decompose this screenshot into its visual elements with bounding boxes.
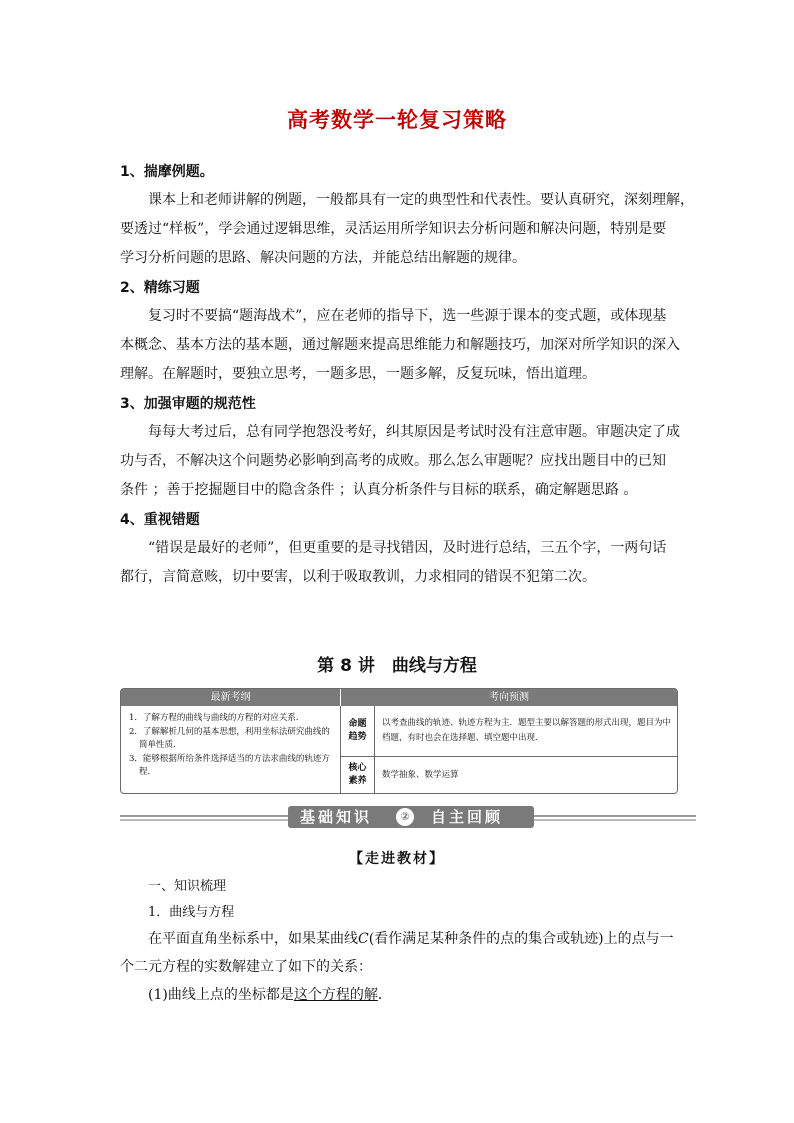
- outline-item: 2．了解解析几何的基本思想，利用坐标法研究曲线的简单性质．: [129, 727, 330, 750]
- lecture-title: 第 8 讲 曲线与方程: [317, 656, 477, 676]
- section-paragraph: [120, 418, 678, 505]
- outline-list: [121, 706, 341, 793]
- row-label-line: 核心: [348, 763, 367, 773]
- text-span: ．: [377, 987, 392, 1003]
- section-heading: 1、揣摩例题。: [120, 164, 214, 180]
- row-text: [382, 706, 671, 756]
- section-banner: [120, 806, 696, 828]
- paragraph-line: 都行，言简意赅，切中要害，以利于吸取教训，力求相同的错误不犯第二次。: [120, 569, 596, 585]
- variable-c: C: [358, 931, 369, 947]
- section-paragraph: [120, 534, 678, 592]
- knowledge-subheading: 1．曲线与方程: [148, 905, 235, 920]
- section-heading: 3、加强审题的规范性: [120, 396, 256, 412]
- outline-item: 1．了解方程的曲线与曲线的方程的对应关系．: [129, 713, 305, 723]
- paragraph-line: 功与否，不解决这个问题势必影响到高考的成败。那么怎么审题呢？应找出题目中的已知: [120, 453, 666, 469]
- text-span: (看作满足某种条件的点的集合或轨迹)上的点与一: [368, 931, 674, 947]
- section-heading: 2、精练习题: [120, 280, 200, 296]
- paragraph-line: 本概念、基本方法的基本题，通过解题来提高思维能力和解题技巧，加深对所学知识的深入: [120, 337, 680, 353]
- banner-right-text: 自主回顾: [431, 808, 504, 826]
- row-label: [341, 757, 375, 793]
- forecast-row-trend: [341, 706, 677, 757]
- row-label-line: 趋势: [348, 732, 367, 742]
- paragraph-line: 学习分析问题的思路、解决问题的方法，并能总结出解题的规律。: [120, 250, 526, 266]
- document-title: 高考数学一轮复习策略: [287, 108, 507, 132]
- section-1: [120, 161, 694, 273]
- row-text-content: 以考查曲线的轨迹、轨迹方程为主．题型主要以解答题的形式出现，题目为中档题，有时也会在选择题、填空题中出现．: [382, 718, 672, 743]
- paragraph-line: 理解。在解题时，要独立思考，一题多思，一题多解，反复玩味，悟出道理。: [120, 366, 596, 382]
- text-span: 在平面直角坐标系中，如果某曲线: [148, 931, 358, 947]
- knowledge-paragraph-line: 个二元方程的实数解建立了如下的关系：: [120, 959, 372, 975]
- table-header-forecast: 考向预测: [341, 689, 677, 706]
- table-header-outline: 最新考纲: [121, 689, 341, 706]
- section-heading: 4、重视错题: [120, 512, 200, 528]
- knowledge-item: [148, 986, 392, 1004]
- section-2: [120, 277, 678, 389]
- row-label: [341, 706, 375, 756]
- section-paragraph: [120, 186, 694, 273]
- section-4: [120, 509, 678, 592]
- paragraph-line: 条件 ；善于挖掘题目中的隐含条件 ；认真分析条件与目标的联系，确定解题思路 。: [120, 482, 638, 498]
- knowledge-heading: 一、知识梳理: [148, 879, 227, 894]
- banner-number-badge: ②: [396, 808, 414, 826]
- paragraph-line: 每每大考过后，总有同学抱怨没考好，纠其原因是考试时没有注意审题。审题决定了成: [148, 424, 680, 440]
- section-paragraph: [120, 302, 678, 389]
- underlined-answer: 这个方程的解: [293, 987, 378, 1003]
- paragraph-line: 复习时不要搞“题海战术”，应在老师的指导下，选一些源于课本的变式题，或体现基: [148, 308, 667, 324]
- row-label-line: 命题: [348, 719, 367, 729]
- knowledge-paragraph-line: [148, 930, 674, 948]
- section-3: [120, 393, 678, 505]
- exam-outline-table: [120, 688, 678, 794]
- sub-heading: 【走进教材】: [349, 851, 445, 867]
- paragraph-line: 要透过“样板”，学会通过逻辑思维，灵活运用所学知识去分析问题和解决问题，特别是要: [120, 221, 667, 237]
- row-label-line: 素养: [348, 776, 367, 786]
- row-text-content: 数学抽象、数学运算: [382, 769, 459, 780]
- banner-left-text: 基础知识: [300, 808, 373, 826]
- row-text: [382, 757, 671, 793]
- forecast-row-literacy: [341, 757, 677, 793]
- text-span: (1)曲线上点的坐标都是: [148, 987, 294, 1003]
- paragraph-line: “错误是最好的老师”，但更重要的是寻找错因，及时进行总结，三五个字，一两句话: [148, 540, 667, 556]
- outline-item: 3．能够根据所给条件选择适当的方法求曲线的轨迹方程．: [129, 754, 330, 777]
- paragraph-line: 课本上和老师讲解的例题，一般都具有一定的典型性和代表性。要认真研究，深刻理解，: [148, 192, 694, 208]
